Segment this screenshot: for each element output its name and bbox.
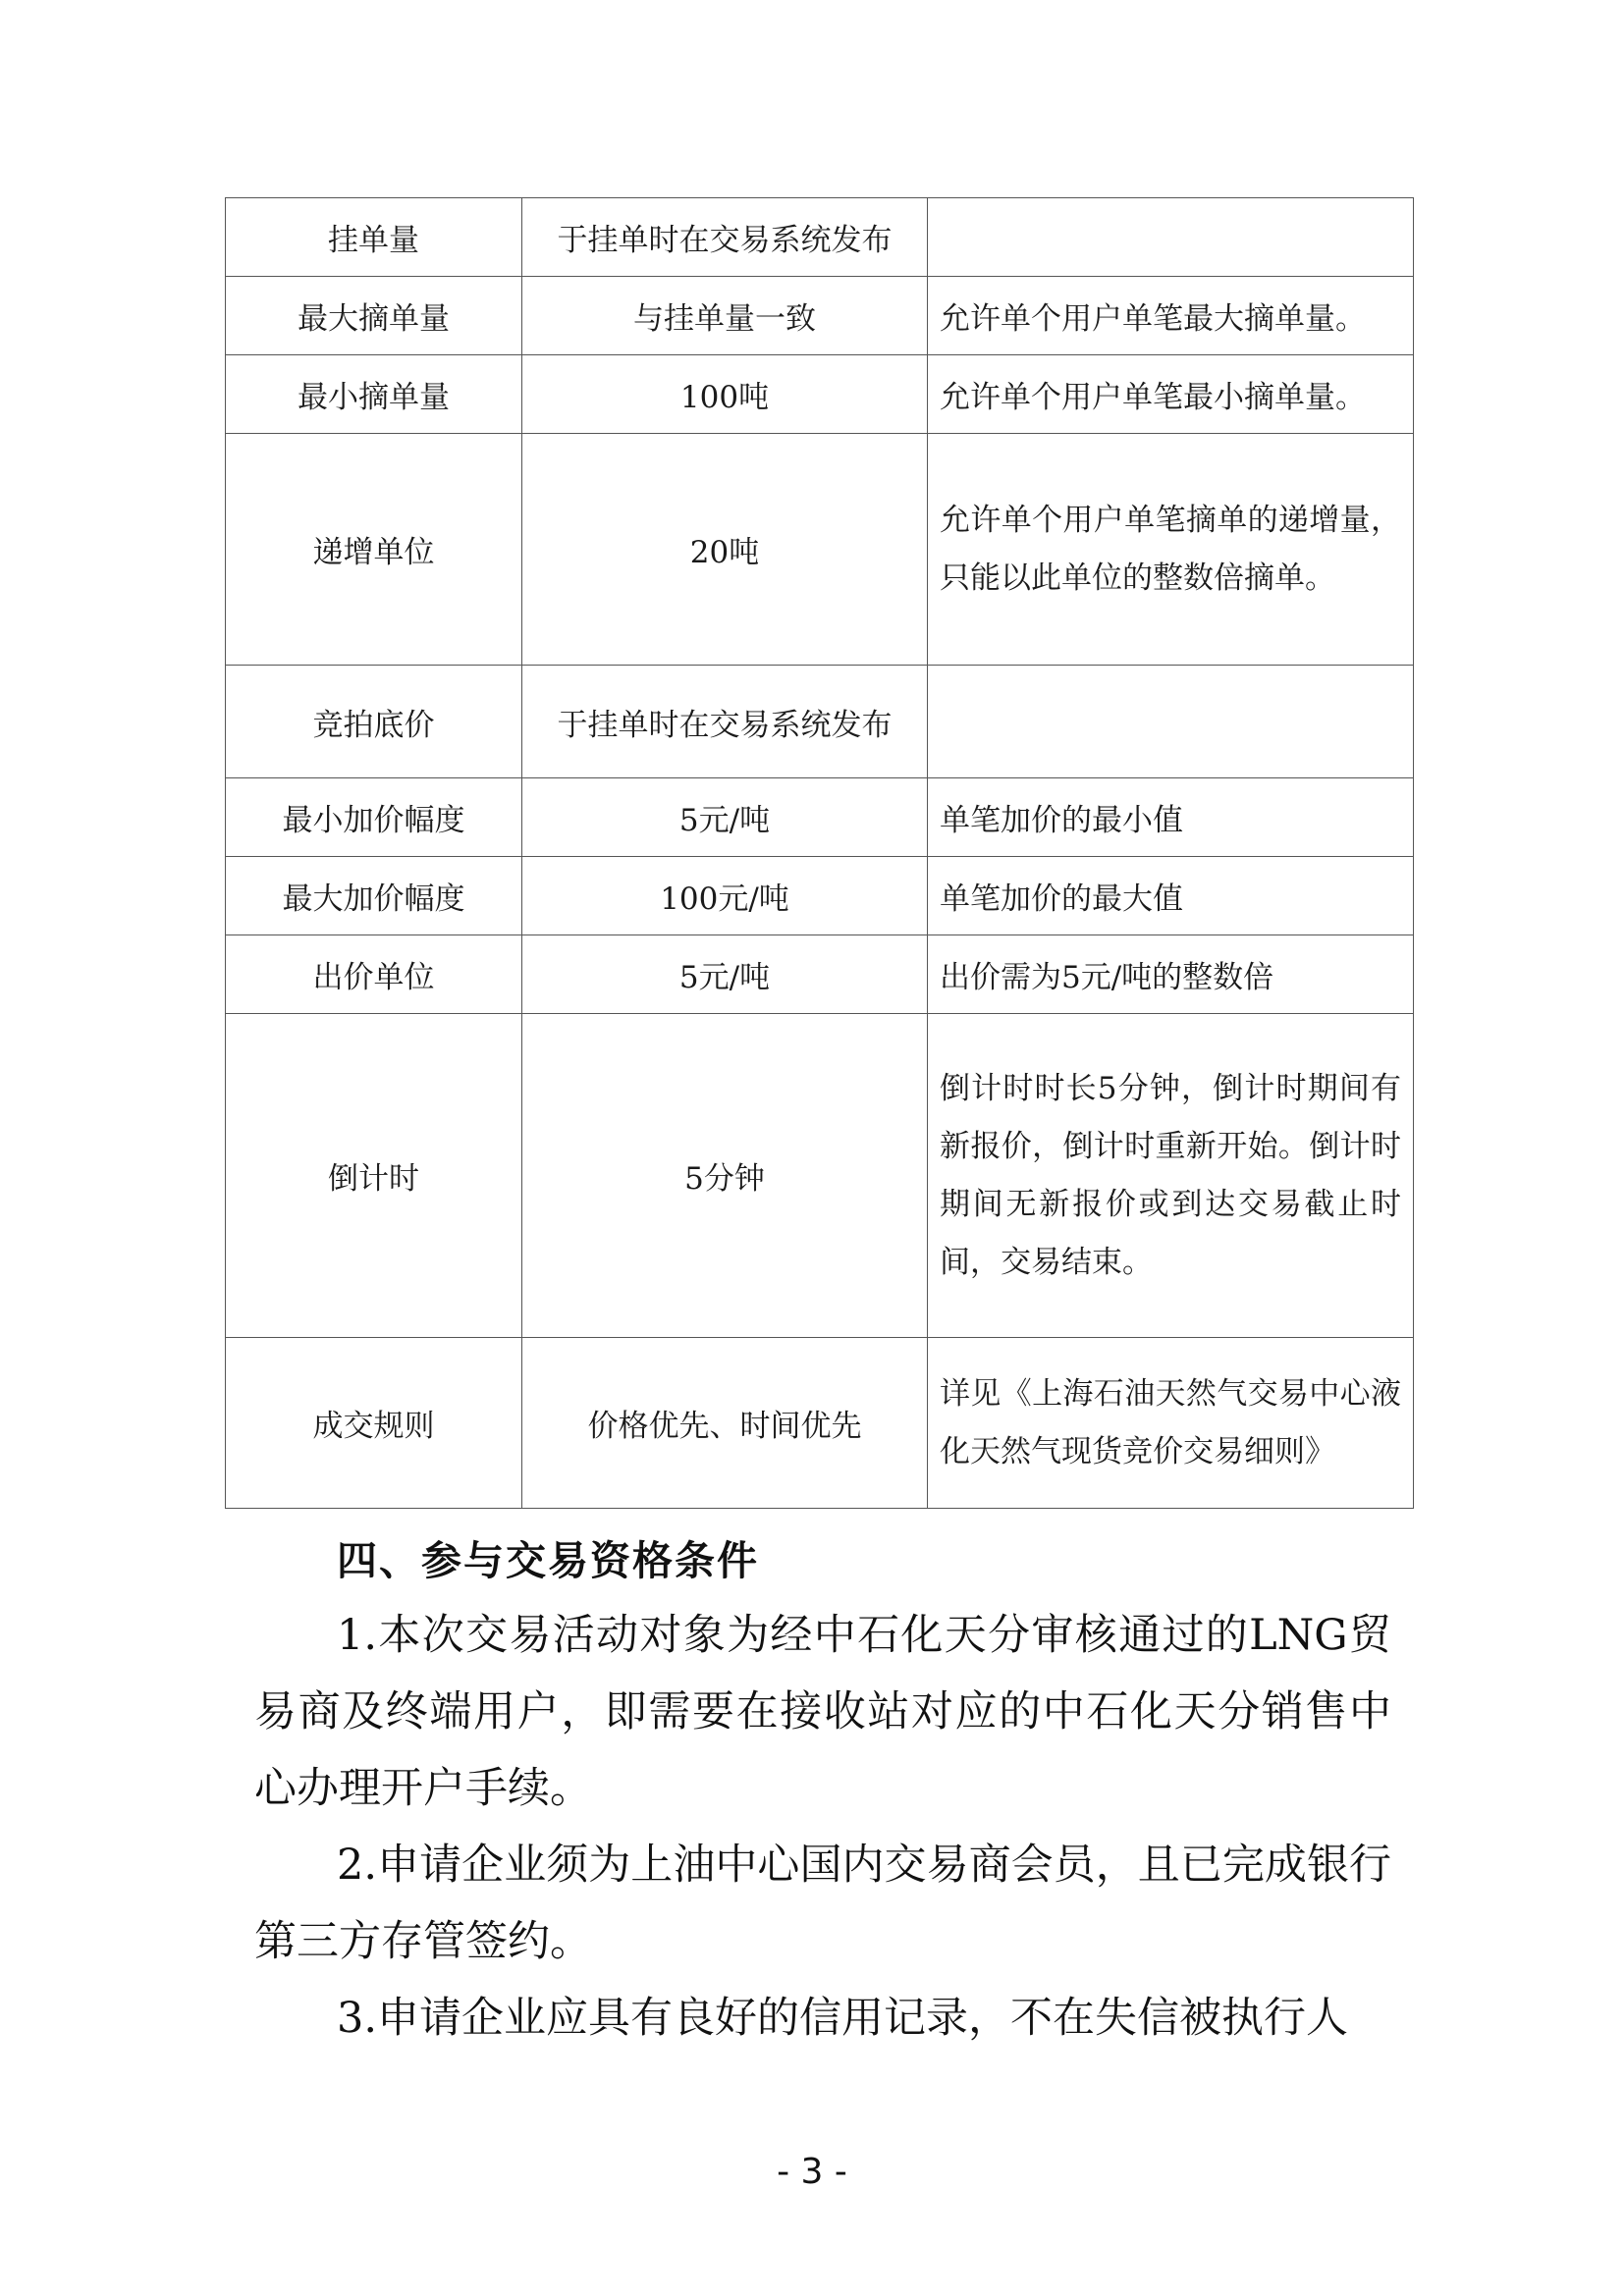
- table-row: [226, 1338, 1414, 1509]
- param-note: 单笔加价的最小值: [928, 778, 1414, 857]
- param-value: 20吨: [522, 434, 928, 666]
- param-name: 成交规则: [226, 1338, 522, 1509]
- param-value: 于挂单时在交易系统发布: [522, 666, 928, 778]
- trading-parameters-table: [225, 197, 1414, 1509]
- table-row: [226, 434, 1414, 666]
- param-name: 倒计时: [226, 1014, 522, 1338]
- table-row: [226, 355, 1414, 434]
- param-note: 单笔加价的最大值: [928, 857, 1414, 935]
- param-name: 出价单位: [226, 935, 522, 1014]
- param-name: 递增单位: [226, 434, 522, 666]
- param-value: 5元/吨: [522, 935, 928, 1014]
- param-name: 挂单量: [226, 198, 522, 277]
- param-name: 最大摘单量: [226, 277, 522, 355]
- section-heading: 四、参与交易资格条件: [337, 1537, 759, 1584]
- param-note: 允许单个用户单笔最小摘单量。: [928, 355, 1414, 434]
- page-number: - 3 -: [777, 2152, 847, 2192]
- param-value: 5元/吨: [522, 778, 928, 857]
- paragraph: 3.申请企业应具有良好的信用记录，不在失信被执行人: [337, 1994, 1349, 2043]
- param-name: 最小加价幅度: [226, 778, 522, 857]
- paragraph: 1.本次交易活动对象为经中石化天分审核通过的LNG贸易商及终端用户，即需要在接收站对应的中石化天分销售中心办理开户手续。: [254, 1611, 1391, 1813]
- param-note: 倒计时时长5分钟，倒计时期间有新报价，倒计时重新开始。倒计时期间无新报价或到达交易截止时间，交易结束。: [928, 1014, 1414, 1338]
- param-note: 允许单个用户单笔最大摘单量。: [928, 277, 1414, 355]
- param-note: [928, 198, 1414, 277]
- param-value: 与挂单量一致: [522, 277, 928, 355]
- table-row: [226, 277, 1414, 355]
- param-name: 竞拍底价: [226, 666, 522, 778]
- param-name: 最大加价幅度: [226, 857, 522, 935]
- param-value: 价格优先、时间优先: [522, 1338, 928, 1509]
- param-value: 于挂单时在交易系统发布: [522, 198, 928, 277]
- table-row: [226, 778, 1414, 857]
- param-note: [928, 666, 1414, 778]
- table-row: [226, 666, 1414, 778]
- param-value: 100元/吨: [522, 857, 928, 935]
- param-note: 允许单个用户单笔摘单的递增量，只能以此单位的整数倍摘单。: [928, 434, 1414, 666]
- table-row: [226, 857, 1414, 935]
- table-row: [226, 198, 1414, 277]
- param-note: 出价需为5元/吨的整数倍: [928, 935, 1414, 1014]
- param-value: 5分钟: [522, 1014, 928, 1338]
- param-value: 100吨: [522, 355, 928, 434]
- param-name: 最小摘单量: [226, 355, 522, 434]
- table-row: [226, 935, 1414, 1014]
- table-row: [226, 1014, 1414, 1338]
- paragraph: 2.申请企业须为上油中心国内交易商会员，且已完成银行第三方存管签约。: [254, 1841, 1391, 1966]
- param-note: 详见《上海石油天然气交易中心液化天然气现货竞价交易细则》: [928, 1338, 1414, 1509]
